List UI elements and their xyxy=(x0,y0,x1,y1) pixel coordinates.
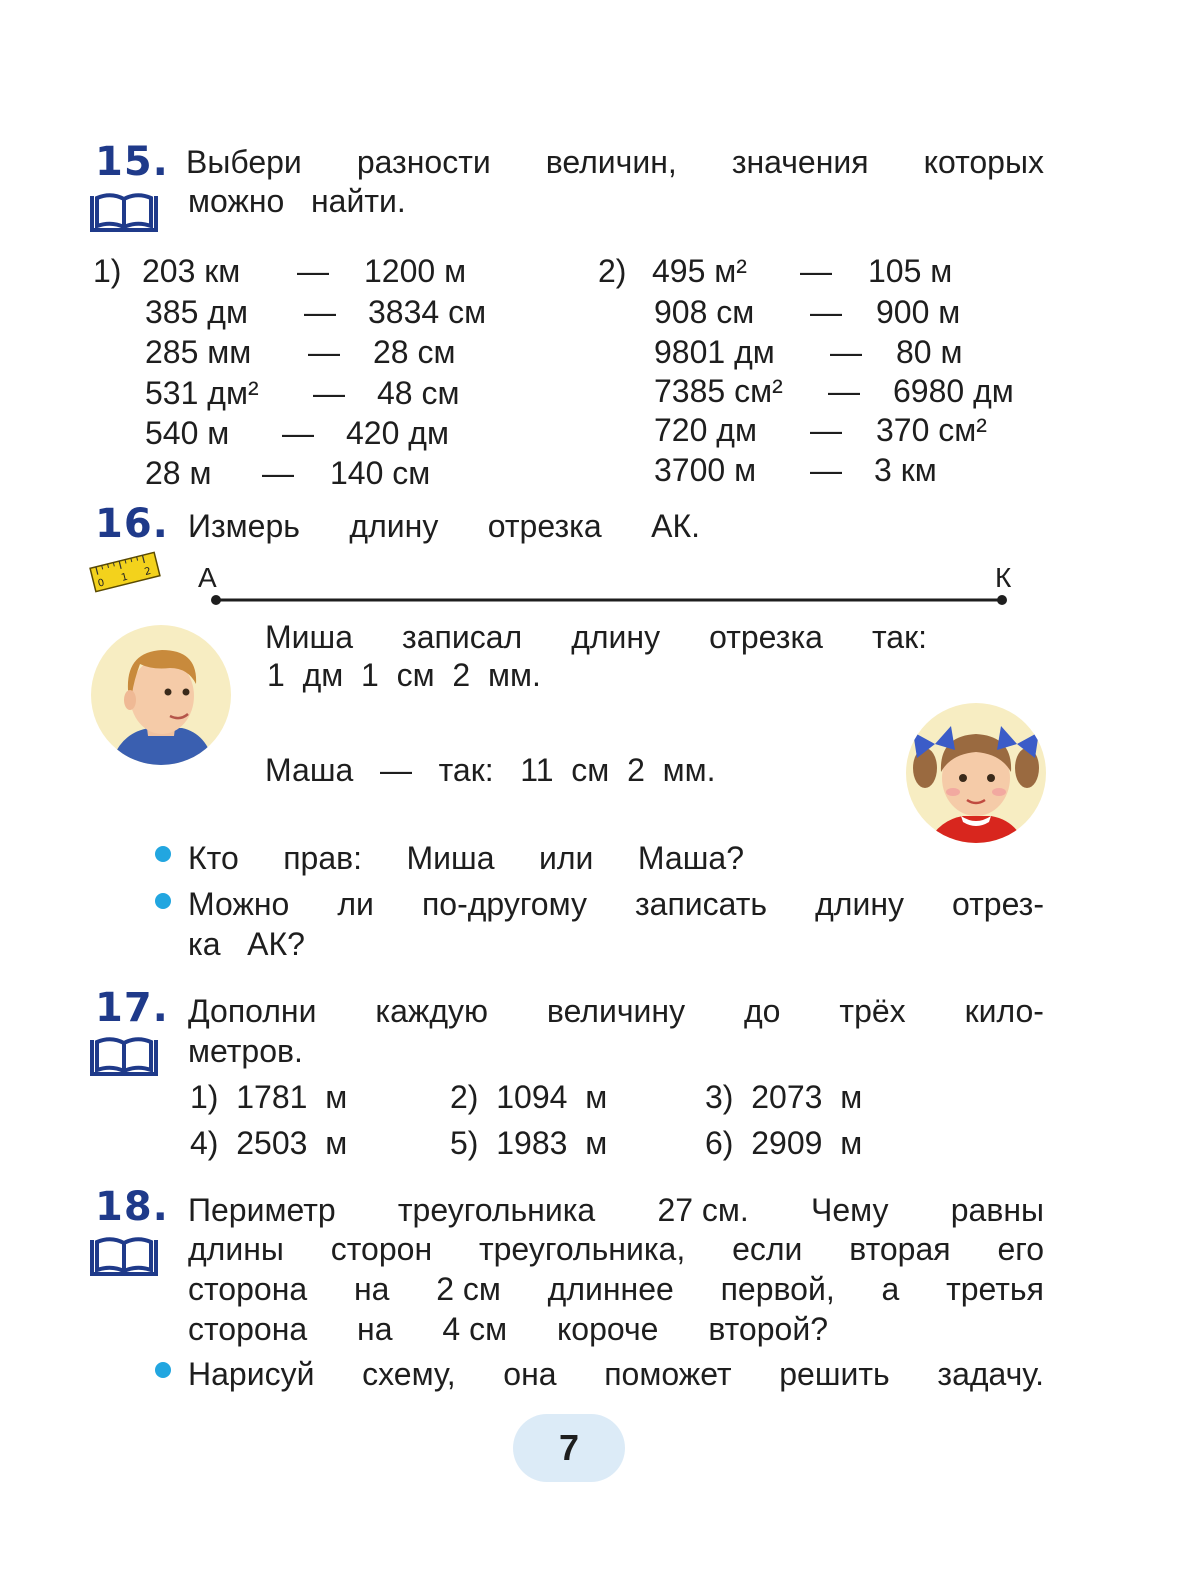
quantity-b: 28 см xyxy=(373,334,456,370)
task-18-text-line3 xyxy=(188,1269,1044,1309)
task-18-text-line1 xyxy=(188,1190,1044,1230)
ruler-mark: 2 xyxy=(143,565,153,579)
minus-sign: — xyxy=(304,294,336,330)
word: поможет xyxy=(604,1356,732,1392)
word: сторона xyxy=(188,1311,308,1347)
word: АК. xyxy=(651,508,700,544)
word: задачу. xyxy=(937,1356,1044,1392)
task-15-text-line2: можно найти. xyxy=(188,183,406,219)
word: длину xyxy=(815,886,904,922)
word: так: xyxy=(871,619,927,655)
minus-sign: — xyxy=(810,452,842,488)
minus-sign: — xyxy=(262,455,294,491)
word: Маша? xyxy=(637,840,744,876)
minus-sign: — xyxy=(810,412,842,448)
book-icon xyxy=(89,1234,159,1280)
word: первой, xyxy=(720,1271,835,1307)
word: Нарисуй xyxy=(188,1356,315,1392)
word: длину xyxy=(571,619,661,655)
word: треугольника xyxy=(397,1192,596,1228)
word: на xyxy=(353,1271,390,1307)
minus-sign: — xyxy=(308,334,340,370)
quantity-b: 370 см² xyxy=(876,412,987,448)
word: ли xyxy=(337,886,374,922)
word: Миша xyxy=(265,619,353,655)
word: записал xyxy=(402,619,523,655)
word: Выбери xyxy=(186,144,302,180)
word: на xyxy=(357,1311,393,1347)
point-k xyxy=(997,595,1007,605)
word: записать xyxy=(634,886,768,922)
word: отрезка xyxy=(709,619,823,655)
word: сторон xyxy=(330,1231,433,1267)
minus-sign: — xyxy=(297,253,329,289)
expression-row xyxy=(0,450,1200,490)
expression-row xyxy=(0,371,1200,411)
page-number: 7 xyxy=(513,1414,625,1482)
expression-row xyxy=(0,410,1200,450)
point-a-label: А xyxy=(198,562,217,593)
quantity-a: 908 см xyxy=(654,294,755,330)
ruler-mark: 1 xyxy=(120,571,129,584)
column-1-label: 1) xyxy=(93,253,122,289)
quantity-a: 7385 см² xyxy=(654,373,783,409)
quantity-b: 140 см xyxy=(330,455,431,491)
quantity-a: 720 дм xyxy=(654,412,757,448)
minus-sign: — xyxy=(830,334,862,370)
word: Чему xyxy=(811,1192,889,1228)
ruler-icon xyxy=(88,548,162,596)
word: второй? xyxy=(708,1311,828,1347)
ruler-mark: 0 xyxy=(96,577,106,590)
task-17-item: 5) 1983 м xyxy=(450,1125,608,1161)
point-k-label: К xyxy=(995,562,1012,593)
task-15-text-line1 xyxy=(186,142,1044,182)
word: сторона xyxy=(188,1271,308,1307)
word: кило- xyxy=(964,993,1044,1029)
minus-sign: — xyxy=(828,373,860,409)
word: его xyxy=(997,1231,1044,1267)
quantity-b: 1200 м xyxy=(364,253,467,289)
minus-sign: — xyxy=(800,253,832,289)
task-17-item: 1) 1781 м xyxy=(190,1079,348,1115)
word: разности xyxy=(356,144,491,180)
quantity-b: 3834 см xyxy=(368,294,487,330)
word: короче xyxy=(556,1311,659,1347)
quantity-a: 285 мм xyxy=(145,334,252,370)
word: длину xyxy=(349,508,439,544)
quantity-b: 3 км xyxy=(874,452,937,488)
word: решить xyxy=(779,1356,890,1392)
word: Миша xyxy=(406,840,495,876)
masha-portrait xyxy=(905,702,1047,844)
word: 2 см xyxy=(436,1271,501,1307)
bullet-icon xyxy=(155,893,171,909)
word: трёх xyxy=(839,993,906,1029)
quantity-b: 6980 дм xyxy=(893,373,1014,409)
task-18-number: 18. xyxy=(95,1184,169,1230)
word: 4 см xyxy=(442,1311,508,1347)
quantity-a: 3700 м xyxy=(654,452,757,488)
quantity-b: 80 м xyxy=(896,334,963,370)
word: Периметр xyxy=(188,1192,336,1228)
word: если xyxy=(732,1231,803,1267)
word: или xyxy=(539,840,594,876)
word: прав: xyxy=(283,840,363,876)
expression-row xyxy=(0,332,1200,372)
word: она xyxy=(503,1356,557,1392)
masha-text: Маша — так: 11 см 2 мм. xyxy=(265,752,716,788)
word: длиннее xyxy=(547,1271,674,1307)
word: до xyxy=(744,993,781,1029)
expression-row xyxy=(0,292,1200,332)
quantity-a: 28 м xyxy=(145,455,212,491)
quantity-a: 385 дм xyxy=(145,294,248,330)
quantity-a: 203 км xyxy=(142,253,241,289)
task-17-item: 2) 1094 м xyxy=(450,1079,608,1115)
word: по-другому xyxy=(421,886,587,922)
word: Измерь xyxy=(188,508,300,544)
bullet-icon xyxy=(155,1362,171,1378)
task-17-item: 4) 2503 м xyxy=(190,1125,348,1161)
book-icon xyxy=(89,190,159,236)
word: треугольника, xyxy=(478,1231,686,1267)
word: схему, xyxy=(362,1356,456,1392)
misha-portrait xyxy=(90,624,232,766)
word: величину xyxy=(546,993,686,1029)
task-18-text-line4 xyxy=(188,1309,828,1349)
task-16-number: 16. xyxy=(95,501,169,547)
word: 27 см. xyxy=(657,1192,749,1228)
misha-text-line2: 1 дм 1 см 2 мм. xyxy=(267,657,541,693)
point-a xyxy=(211,595,221,605)
minus-sign: — xyxy=(810,294,842,330)
word: величин, xyxy=(545,144,677,180)
word: равны xyxy=(950,1192,1044,1228)
task-15-number: 15. xyxy=(95,139,169,185)
question-other-way-line1 xyxy=(188,884,1044,924)
minus-sign: — xyxy=(313,375,345,411)
word: значения xyxy=(731,144,869,180)
segment-ak xyxy=(210,592,1010,608)
word: вторая xyxy=(849,1231,951,1267)
quantity-b: 105 м xyxy=(868,253,953,289)
book-icon xyxy=(89,1034,159,1080)
task-18-hint xyxy=(188,1354,1044,1394)
quantity-b: 48 см xyxy=(377,375,460,411)
task-17-number: 17. xyxy=(95,985,169,1031)
quantity-a: 540 м xyxy=(145,415,230,451)
task-17-text-line1 xyxy=(188,991,1044,1031)
word: третья xyxy=(946,1271,1044,1307)
word: длины xyxy=(188,1231,284,1267)
task-17-item: 6) 2909 м xyxy=(705,1125,863,1161)
question-other-way-line2: ка АК? xyxy=(188,926,305,962)
quantity-b: 900 м xyxy=(876,294,961,330)
word: отрез- xyxy=(952,886,1044,922)
word: а xyxy=(881,1271,900,1307)
bullet-icon xyxy=(155,846,171,862)
task-17-text-line2: метров. xyxy=(188,1033,303,1069)
word: Дополни xyxy=(188,993,317,1029)
quantity-b: 420 дм xyxy=(346,415,449,451)
misha-text-line1 xyxy=(265,617,927,657)
quantity-a: 531 дм² xyxy=(145,375,259,411)
word: каждую xyxy=(375,993,488,1029)
quantity-a: 495 м² xyxy=(652,253,747,289)
task-18-text-line2 xyxy=(188,1229,1044,1269)
word: Кто xyxy=(188,840,239,876)
question-who-is-right xyxy=(188,838,744,878)
word: которых xyxy=(923,144,1044,180)
quantity-a: 9801 дм xyxy=(654,334,775,370)
word: Можно xyxy=(188,886,290,922)
task-17-item: 3) 2073 м xyxy=(705,1079,863,1115)
expression-row xyxy=(0,251,1200,291)
column-2-label: 2) xyxy=(598,253,627,289)
word: отрезка xyxy=(487,508,602,544)
minus-sign: — xyxy=(282,415,314,451)
task-16-text xyxy=(188,506,700,546)
